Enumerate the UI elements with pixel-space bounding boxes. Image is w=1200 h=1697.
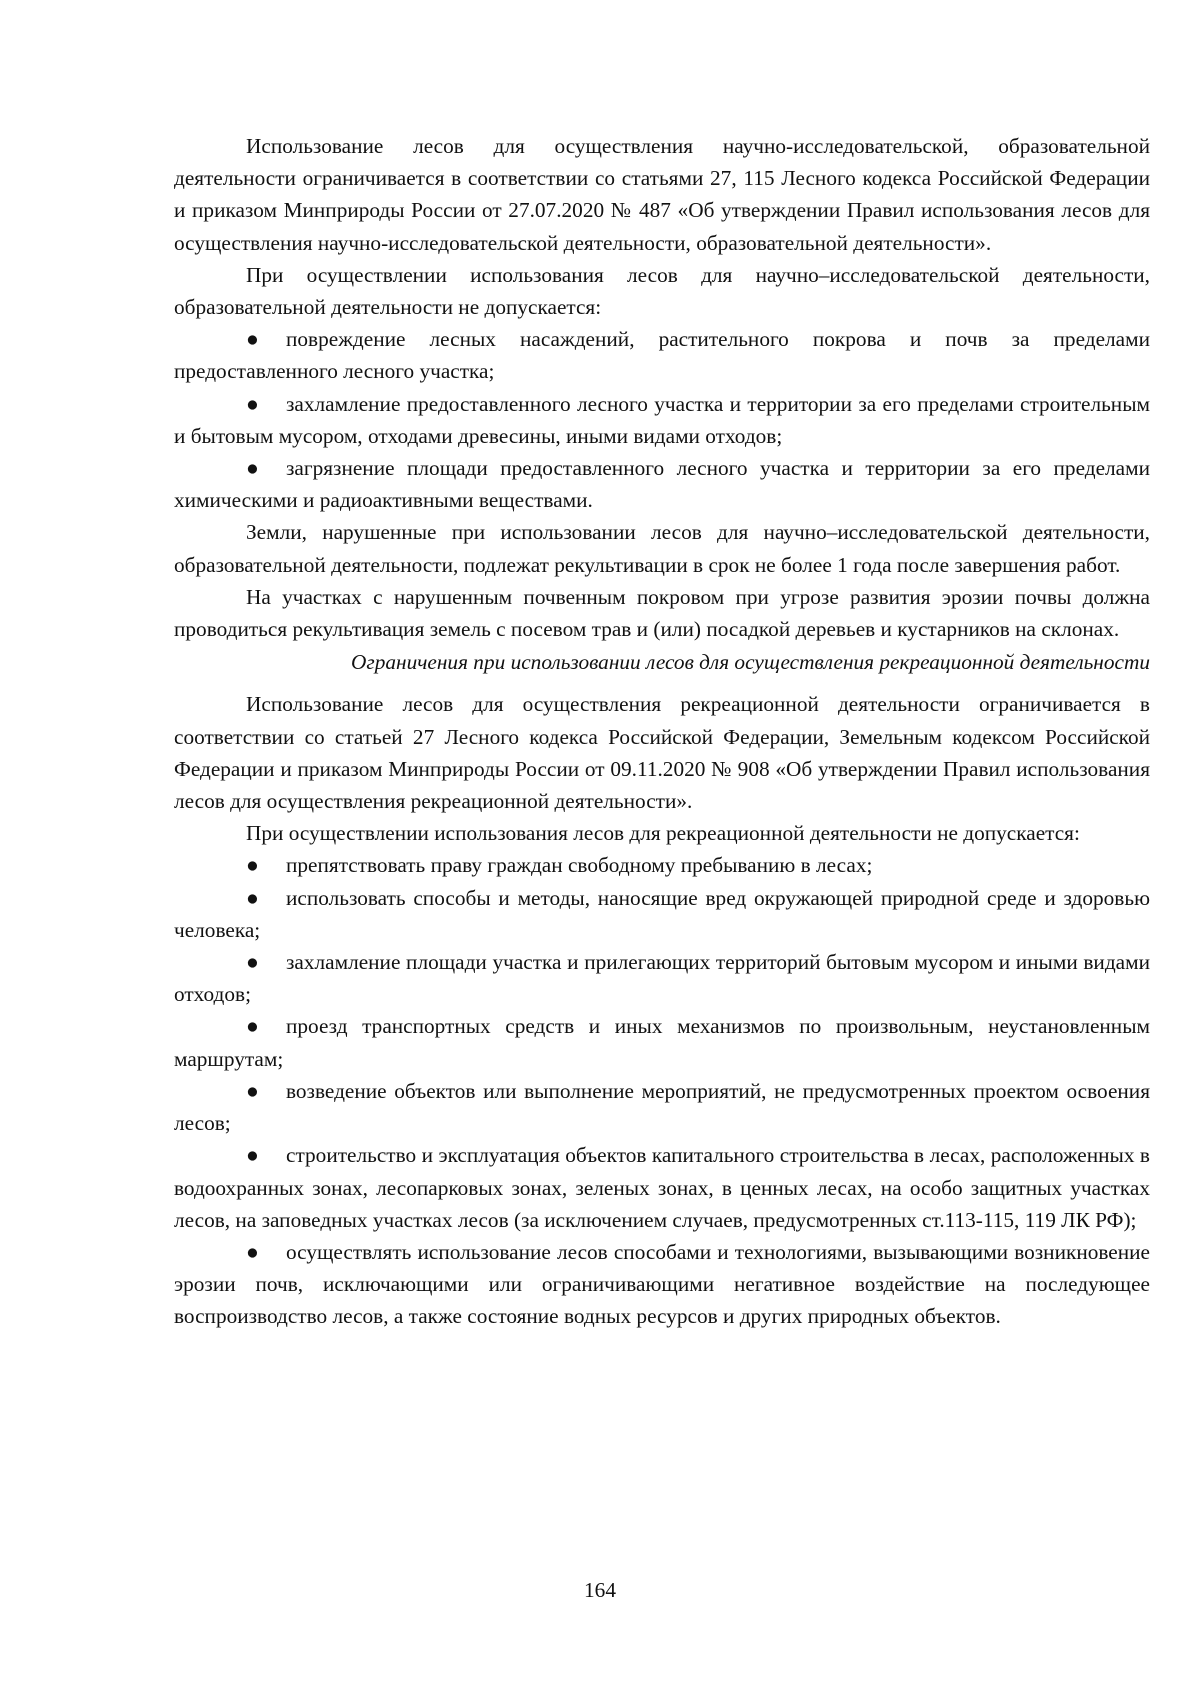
bullet-icon: ● xyxy=(246,885,259,910)
list-item-text: препятствовать праву граждан свободному пребыванию в лесах; xyxy=(286,853,873,878)
bullet-icon: ● xyxy=(246,950,259,975)
bullet-icon: ● xyxy=(246,1078,259,1103)
list-item xyxy=(174,388,1150,452)
paragraph-land-recultivation: Земли, нарушенные при использовании лесов для научно–исследовательской деятельности, образовательной деятельности, подлежат рекультивации в срок не более 1 года после завершения работ. xyxy=(174,520,1150,577)
list-item xyxy=(174,1236,1150,1333)
paragraph-research-use-restriction: Использование лесов для осуществления научно-исследовательской, образовательной деятельности ограничивается в соответствии со статьями 27, 115 Лесного кодекса Российской Федерации и приказом Минприроды России от 27.07.2020 № 487 «Об утверждении Правил использования лесов для осуществления научно-исследовательской деятельности, образовательной деятельности». xyxy=(174,134,1150,255)
list-item xyxy=(174,1075,1150,1139)
list-item-text: возведение объектов или выполнение мероприятий, не предусмотренных проектом освоения лесов; xyxy=(174,1078,1150,1136)
bullet-icon: ● xyxy=(246,853,259,878)
section-heading-recreational: Ограничения при использовании лесов для осуществления рекреационной деятельности xyxy=(351,650,1150,675)
paragraph-recreational-use-restriction: Использование лесов для осуществления рекреационной деятельности ограничивается в соответствии со статьей 27 Лесного кодекса Российской Федерации, Земельным кодексом Российской Федерации и приказом Минприроды России от 09.11.2020 № 908 «Об утверждении Правил использования лесов для осуществления рекреационной деятельности». xyxy=(174,692,1150,814)
bullet-icon: ● xyxy=(246,1143,259,1168)
list-item xyxy=(174,1139,1150,1236)
list-item xyxy=(174,452,1150,516)
list-item-text: строительство и эксплуатация объектов капитального строительства в лесах, расположенных в водоохранных зонах, лесопарковых зонах, зеленых зонах, в ценных лесах, на особо защитных участках лесов, на заповедных участках лесов (за исключением случаев, предусмотренных ст.113-115, 119 ЛК РФ); xyxy=(174,1143,1150,1232)
list-item xyxy=(174,849,1150,881)
list-item-text: использовать способы и методы, наносящие вред окружающей природной среде и здоровью человека; xyxy=(174,885,1150,942)
bullet-icon: ● xyxy=(246,391,259,416)
paragraph-research-prohibited-intro: При осуществлении использования лесов для научно–исследовательской деятельности, образовательной деятельности не допускается: xyxy=(174,262,1150,320)
paragraph-recreational-prohibited-intro: При осуществлении использования лесов для рекреационной деятельности не допускается: xyxy=(246,821,1080,846)
list-item-text: загрязнение площади предоставленного лесного участка и территории за его пределами химическими и радиоактивными веществами. xyxy=(174,456,1150,513)
list-item-text: захламление площади участка и прилегающих территорий бытовым мусором и иными видами отходов; xyxy=(174,950,1150,1007)
list-item xyxy=(174,882,1150,946)
list-item xyxy=(174,1010,1150,1074)
list-item-text: осуществлять использование лесов способами и технологиями, вызывающими возникновение эрозии почв, исключающими или ограничивающими негативное воздействие на последующее воспроизводство лесов, а также состояние водных ресурсов и других природных объектов. xyxy=(174,1239,1150,1329)
bullet-icon: ● xyxy=(246,456,259,481)
list-item-text: захламление предоставленного лесного участка и территории за его пределами строительным и бытовым мусором, отходами древесины, иными видами отходов; xyxy=(174,391,1150,448)
list-item-text: повреждение лесных насаждений, растительного покрова и почв за пределами предоставленного лесного участка; xyxy=(174,327,1150,384)
list-item-text: проезд транспортных средств и иных механизмов по произвольным, неустановленным маршрутам; xyxy=(174,1014,1150,1071)
list-item xyxy=(174,946,1150,1010)
document-page-body xyxy=(174,130,1150,1333)
page-number: 164 xyxy=(584,1578,616,1602)
bullet-icon: ● xyxy=(246,1239,259,1264)
bullet-icon: ● xyxy=(246,1014,259,1039)
list-item xyxy=(174,323,1150,387)
paragraph-erosion-recultivation: На участках с нарушенным почвенным покровом при угрозе развития эрозии почвы должна проводиться рекультивация земель с посевом трав и (или) посадкой деревьев и кустарников на склонах. xyxy=(174,584,1150,642)
bullet-icon: ● xyxy=(246,327,259,352)
